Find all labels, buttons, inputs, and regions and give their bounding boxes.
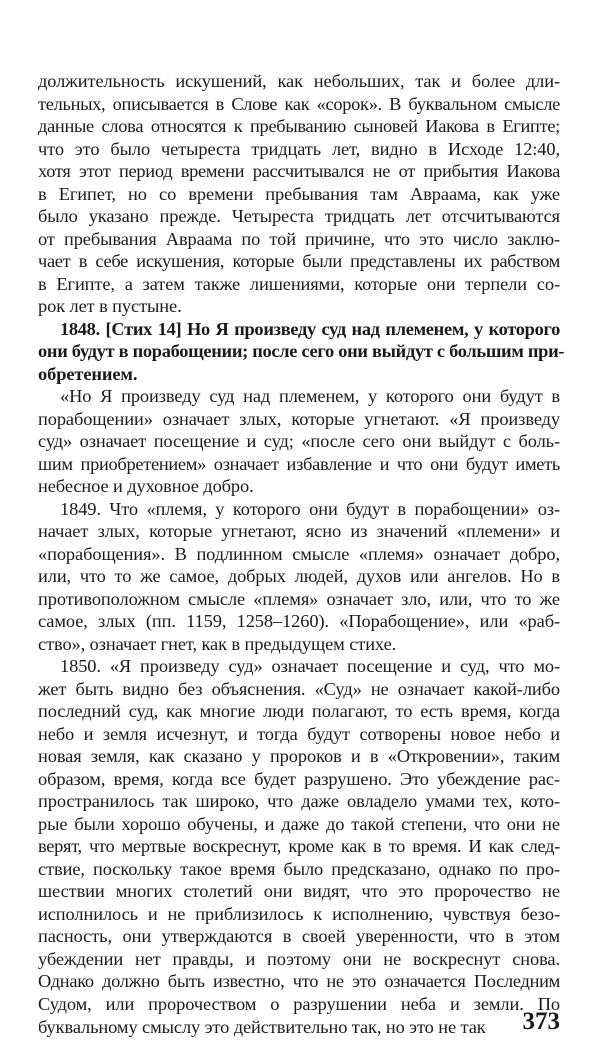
- text-line: тельных, описывается в Слове как «сорок». В буквальном смысле: [38, 93, 560, 114]
- text-line: «Но Я произведу суд над племенем, у которого они будут в: [60, 386, 560, 406]
- text-line: от пребывания Авраама по той причине, что это число заклю-: [38, 228, 560, 249]
- text-line: данные слова относятся к пребыванию сыновей Иакова в Египте;: [38, 116, 560, 136]
- text-line: самое, злых (пп. 1159, 1258–1260). «Порабощение», или «раб-: [38, 611, 560, 631]
- text-line: жет быть видно без объяснения. «Суд» не означает какой-либо: [38, 678, 560, 699]
- text-line: или, что то же самое, добрых людей, духов или ангелов. Но в: [38, 566, 560, 586]
- text-line: последний суд, как многие люди полагают, то есть время, когда: [38, 701, 560, 721]
- text-line: Однако должно быть известно, что не это означается Последним: [38, 971, 560, 991]
- text-line: чает в себе искушения, которые были представлены их рабством: [38, 251, 560, 271]
- text-line: хотя этот период времени рассчитывался не от прибытия Иакова: [38, 161, 560, 181]
- text-line: что это было четыреста тридцать лет, видно в Исходе 12:40,: [38, 138, 560, 159]
- text-line: шествии многих столетий они видят, что это пророчество не: [38, 881, 560, 901]
- text-line: исполнилось и не приблизилось к исполнению, чувствуя безо-: [38, 903, 560, 924]
- text-line: убеждении нет правды, и поэтому они не воскреснут снова.: [38, 948, 560, 969]
- text-line: шим приобретением» означает избавление и что они будут иметь: [38, 453, 560, 474]
- text-line: небо и земля исчезнут, и тогда будут сотворены новое небо и: [38, 723, 560, 744]
- page-number: 373: [522, 1008, 560, 1035]
- text-line: было указано прежде. Четыреста тридцать лет отсчитываются: [38, 206, 560, 226]
- text-line: 1849. Что «племя, у которого они будут в порабощении» оз-: [60, 498, 560, 519]
- text-line: в Египте, а затем также лишениями, которые они терпели со-: [38, 273, 560, 294]
- text-line: в Египет, но со времени пребывания там Авраама, как уже: [38, 183, 560, 204]
- text-line: образом, время, когда все будет разрушено. Это убеждение рас-: [38, 768, 560, 789]
- text-line: Судом, или пророчеством о разрушении неба и земли. По: [38, 993, 560, 1014]
- text-line: «порабощения». В подлинном смысле «племя» означает добро,: [38, 543, 560, 564]
- text-line: ствие, поскольку такое время было предсказано, однако по про-: [38, 858, 560, 879]
- body-text: [38, 70, 565, 1015]
- text-line: противоположном смысле «племя» означает зло, или, что то же: [38, 588, 560, 609]
- text-line: рые были хорошо обучены, и даже до такой степени, что они не: [38, 813, 560, 834]
- text-line: новая земля, как сказано у пророков и в «Откровении», таким: [38, 746, 560, 766]
- text-line: буквальному смыслу это действительно так, но это не так: [38, 1017, 486, 1037]
- text-line: суд» означает посещение и суд; «после сего они выйдут с боль-: [38, 431, 560, 451]
- text-line: небесное и духовное добро.: [38, 476, 254, 496]
- text-line: пространилось так широко, что даже овладело умами тех, кото-: [38, 791, 560, 811]
- text-line: они будут в порабощении; после сего они выйдут с большим при-: [38, 341, 565, 361]
- text-line: порабощении» означает злых, которые угнетают. «Я произведу: [38, 408, 560, 429]
- text-line: рок лет в пустыне.: [38, 296, 182, 316]
- text-line: верят, что мертвые воскреснут, кроме как в то время. И как след-: [38, 836, 560, 856]
- text-line: начает злых, которые угнетают, ясно из значений «племени» и: [38, 521, 560, 541]
- text-line: должительность искушений, как небольших, так и более дли-: [38, 71, 560, 91]
- text-line: пасность, они утверждаются в своей уверенности, что в этом: [38, 926, 560, 946]
- text-line: 1848. [Стих 14] Но Я произведу суд над племенем, у которого: [60, 318, 560, 339]
- final-line-row: [38, 1008, 560, 1038]
- text-line: обретением.: [38, 363, 138, 384]
- text-line: ство», означает гнет, как в предыдущем стихе.: [38, 633, 397, 654]
- text-line: 1850. «Я произведу суд» означает посещение и суд, что мо-: [60, 656, 560, 676]
